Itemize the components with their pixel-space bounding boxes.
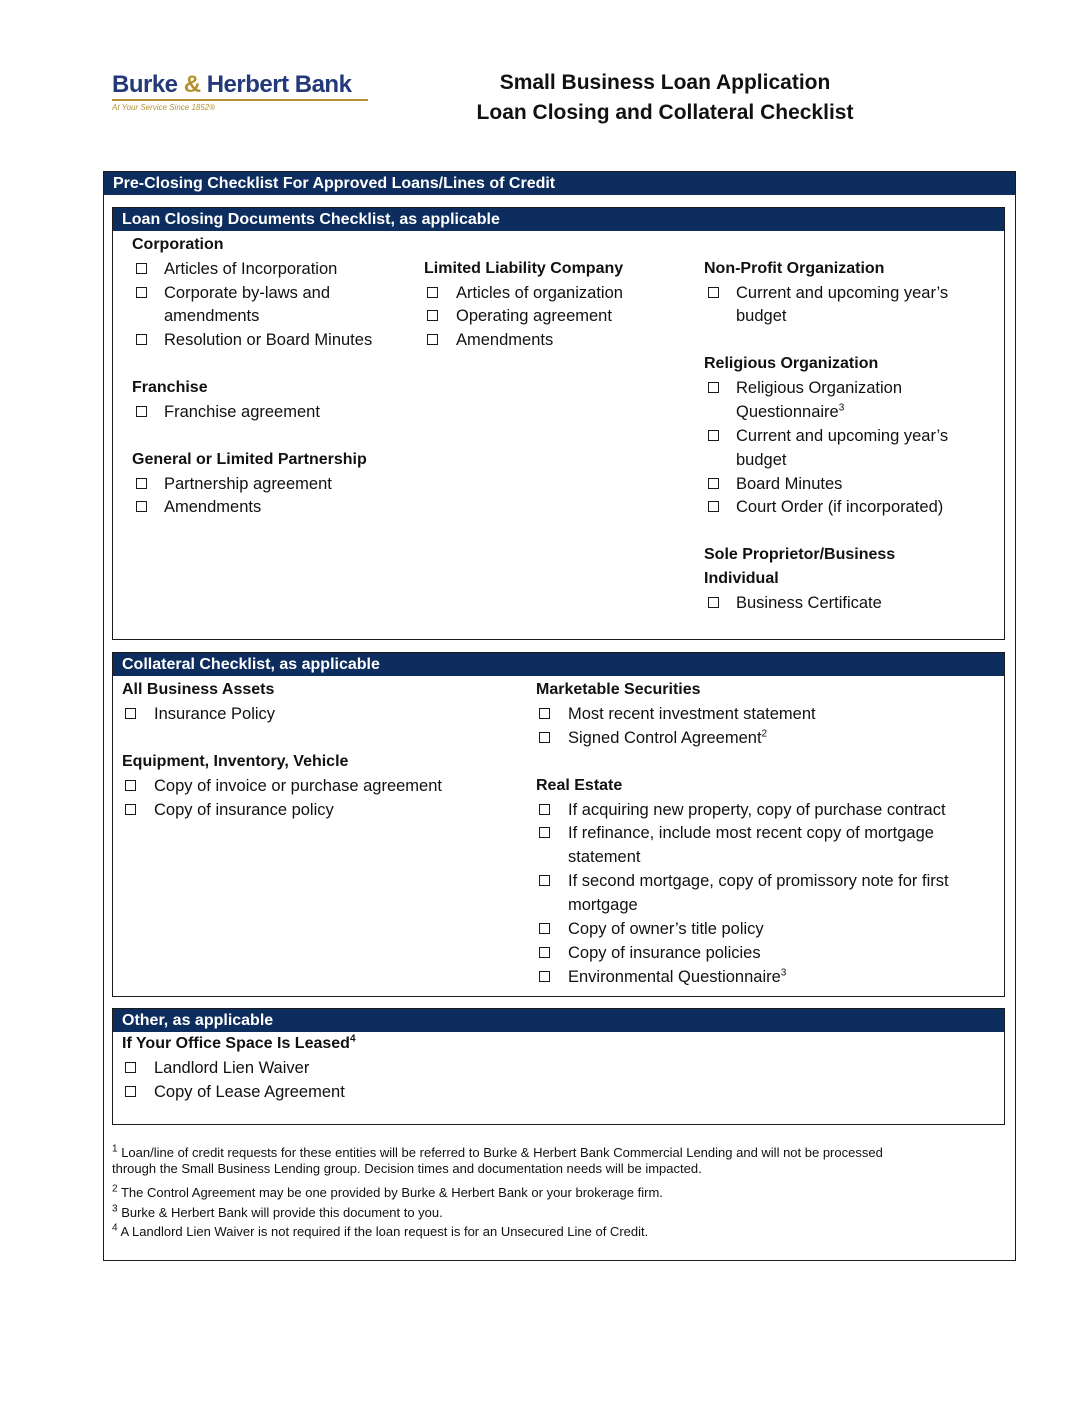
checkbox[interactable] <box>125 780 136 791</box>
checkbox[interactable] <box>125 1062 136 1073</box>
checklist-item: Copy of invoice or purchase agreement <box>154 777 442 795</box>
bank-logo <box>112 72 368 112</box>
checklist-item: Amendments <box>164 498 262 516</box>
checkbox[interactable] <box>539 827 550 838</box>
checklist-item-continued: budget <box>736 451 787 469</box>
checkbox[interactable] <box>136 334 147 345</box>
checklist-item-continued: amendments <box>164 307 260 325</box>
checklist-item: Articles of Incorporation <box>164 260 338 278</box>
checkbox[interactable] <box>539 947 550 958</box>
checkbox[interactable] <box>539 708 550 719</box>
checkbox[interactable] <box>539 923 550 934</box>
checklist-item: Operating agreement <box>456 307 612 325</box>
checkbox[interactable] <box>708 382 719 393</box>
checkbox[interactable] <box>427 334 438 345</box>
checklist-item: Business Certificate <box>736 594 882 612</box>
checklist-item: Insurance Policy <box>154 705 276 723</box>
checklist-item: Most recent investment statement <box>568 705 816 723</box>
footnote-1: $^1$ Loan/line of credit requests for these entities will be referred to Burke & Herbert Bank Commercial Lending and will not be processed through the Small Business Lending group. Decision times and documentation needs will be impacted. <box>112 1143 883 1176</box>
title-line-2: Loan Closing and Collateral Checklist <box>476 101 854 124</box>
sole-proprietor-heading-continued: Individual <box>704 570 779 587</box>
logo-rule <box>112 99 368 101</box>
checklist-item: Copy of Lease Agreement <box>154 1083 345 1101</box>
checkbox[interactable] <box>708 287 719 298</box>
checklist-item: Current and upcoming year’s <box>736 284 949 302</box>
checklist-item-continued: statement <box>568 848 641 866</box>
checklist-item: Religious Organization <box>736 379 903 397</box>
checklist-item: Franchise agreement <box>164 403 320 421</box>
checklist-item: Corporate by-laws and <box>164 284 330 302</box>
logo-tagline: At Your Service Since 1852® <box>112 103 216 112</box>
checklist-item: Board Minutes <box>736 475 843 493</box>
checkbox[interactable] <box>427 287 438 298</box>
checkbox[interactable] <box>708 597 719 608</box>
checkbox[interactable] <box>539 875 550 886</box>
logo-wordmark: Burke & Herbert Bank <box>112 71 352 98</box>
checkbox[interactable] <box>539 804 550 815</box>
checkbox[interactable] <box>708 430 719 441</box>
checklist-item: Amendments <box>456 331 554 349</box>
document-title <box>420 68 910 128</box>
checklist-item: Environmental Questionnaire$^3$ <box>568 967 787 986</box>
footnote-4: $^4$ A Landlord Lien Waiver is not required if the loan request is for an Unsecured Line of Credit. <box>112 1222 649 1239</box>
collateral-header: Collateral Checklist, as applicable <box>113 653 1004 676</box>
checkbox[interactable] <box>136 478 147 489</box>
footnote-2: $^2$ The Control Agreement may be one provided by Burke & Herbert Bank or your brokerage firm. <box>112 1183 663 1200</box>
checklist-item-continued: budget <box>736 307 787 325</box>
checklist-item: Copy of owner’s title policy <box>568 920 764 938</box>
checkbox[interactable] <box>136 263 147 274</box>
checklist-item: If refinance, include most recent copy of mortgage <box>568 824 934 842</box>
nonprofit-heading: Non-Profit Organization <box>704 260 885 277</box>
footnote-3: $^3$ Burke & Herbert Bank will provide this document to you. <box>112 1203 443 1220</box>
securities-heading: Marketable Securities <box>536 681 701 698</box>
checklist-item: Landlord Lien Waiver <box>154 1059 310 1077</box>
checkbox[interactable] <box>136 287 147 298</box>
closing-header: Loan Closing Documents Checklist, as applicable <box>113 208 1004 231</box>
checklist-item: Signed Control Agreement$^2$ <box>568 728 768 747</box>
main-header: Pre-Closing Checklist For Approved Loans/Lines of Credit <box>104 172 1015 195</box>
checklist-item-continued: Questionnaire$^3$ <box>736 402 845 421</box>
checklist-item: Copy of insurance policies <box>568 944 761 962</box>
checklist-item: Resolution or Board Minutes <box>164 331 373 349</box>
title-line-1: Small Business Loan Application <box>499 71 831 94</box>
checklist-item: Current and upcoming year’s <box>736 427 949 445</box>
partnership-heading: General or Limited Partnership <box>132 451 367 468</box>
other-header: Other, as applicable <box>113 1009 1004 1032</box>
checklist-item-continued: mortgage <box>568 896 638 914</box>
checkbox[interactable] <box>136 501 147 512</box>
checkbox[interactable] <box>539 971 550 982</box>
checkbox[interactable] <box>708 501 719 512</box>
checkbox[interactable] <box>539 732 550 743</box>
real-estate-heading: Real Estate <box>536 777 623 794</box>
leased-office-heading: If Your Office Space Is Leased$^4$ <box>122 1033 356 1052</box>
checklist-item: Court Order (if incorporated) <box>736 498 944 516</box>
checklist-item: Copy of insurance policy <box>154 801 334 819</box>
religious-heading: Religious Organization <box>704 355 879 372</box>
sole-proprietor-heading: Sole Proprietor/Business <box>704 546 896 563</box>
checkbox[interactable] <box>708 478 719 489</box>
checklist-item: Partnership agreement <box>164 475 332 493</box>
checklist-item: Articles of organization <box>456 284 623 302</box>
checklist-item: If acquiring new property, copy of purchase contract <box>568 801 946 819</box>
corporation-heading: Corporation <box>132 236 224 253</box>
checkbox[interactable] <box>427 310 438 321</box>
checkbox[interactable] <box>136 406 147 417</box>
checkbox[interactable] <box>125 804 136 815</box>
equipment-heading: Equipment, Inventory, Vehicle <box>122 753 349 770</box>
checkbox[interactable] <box>125 708 136 719</box>
business-assets-heading: All Business Assets <box>122 681 275 698</box>
checkbox[interactable] <box>125 1086 136 1097</box>
checklist-item: If second mortgage, copy of promissory note for first <box>568 872 949 890</box>
franchise-heading: Franchise <box>132 379 208 396</box>
llc-heading: Limited Liability Company <box>424 260 624 277</box>
